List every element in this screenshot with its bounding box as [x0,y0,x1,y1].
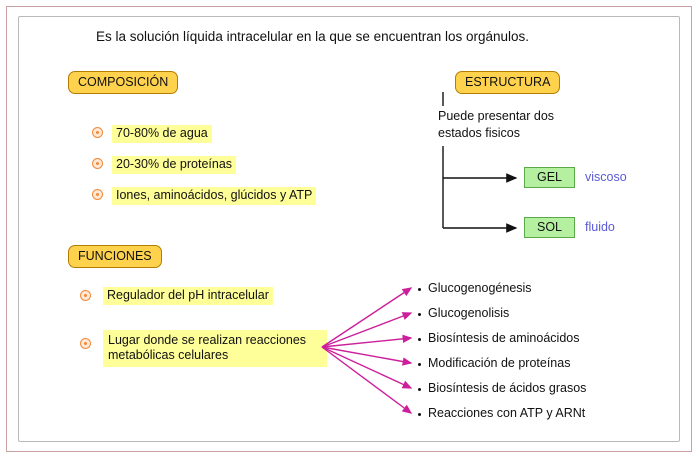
reaccion-item: Reacciones con ATP y ARNt [428,406,586,420]
funciones-item-1: Regulador del pH intracelular [103,287,273,305]
estructura-lead [438,108,554,142]
reaccion-item: Biosíntesis de ácidos grasos [428,381,587,395]
list-bullet [418,288,421,291]
state-box-sol: SOL [524,217,575,238]
list-bullet [418,388,421,391]
reaccion-item: Glucogenolisis [428,306,510,320]
bullet-icon [92,158,103,169]
bullet-icon [92,127,103,138]
composicion-item-2: 20-30% de proteínas [112,156,236,174]
funciones-item-2: Lugar donde se realizan reacciones metabólicas celulares [103,330,327,367]
heading-estructura: ESTRUCTURA [455,71,560,94]
composicion-item-1: 70-80% de agua [112,125,212,143]
intro-text: Es la solución líquida intracelular en la que se encuentran los orgánulos. [96,29,530,44]
reaccion-item: Modificación de proteínas [428,356,571,370]
state-desc-sol: fluido [585,220,615,234]
bullet-icon [80,290,91,301]
state-desc-gel: viscoso [585,170,627,184]
estructura-lead-line-1: Puede presentar dos [438,109,555,123]
list-bullet [418,338,421,341]
state-box-gel: GEL [524,167,575,188]
heading-funciones: FUNCIONES [68,245,162,268]
list-bullet [418,363,421,366]
composicion-item-3: Iones, aminoácidos, glúcidos y ATP [112,187,316,205]
bullet-icon [92,189,103,200]
heading-composicion: COMPOSICIÓN [68,71,178,94]
reaccion-item: Glucogenogénesis [428,281,532,295]
list-bullet [418,413,421,416]
bullet-icon [80,338,91,349]
list-bullet [418,313,421,316]
reaccion-item: Biosíntesis de aminoácidos [428,331,580,345]
estructura-lead-line-2: estados fisicos [438,126,520,140]
